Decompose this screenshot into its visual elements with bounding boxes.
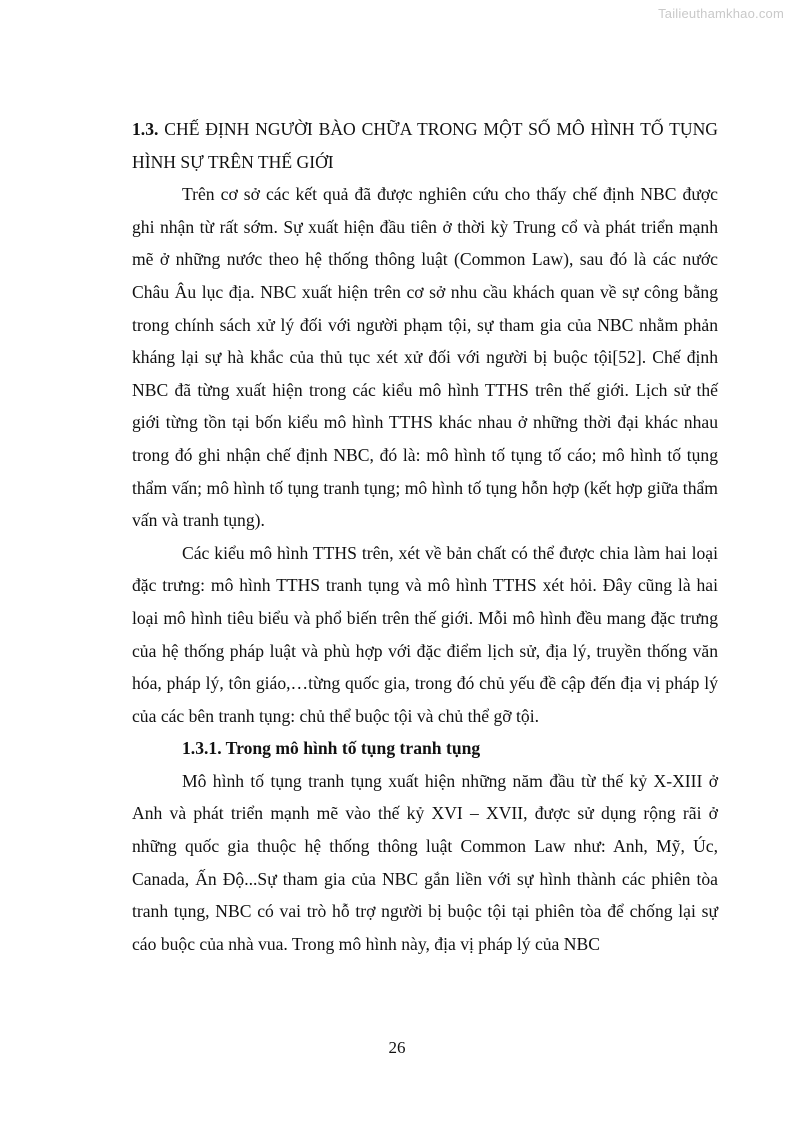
watermark: Tailieuthamkhao.com [658,6,784,21]
page-number: 26 [388,1038,406,1057]
section-number: 1.3. [132,119,159,139]
paragraph: Mô hình tố tụng tranh tụng xuất hiện những năm đầu từ thế kỷ X-XIII ở Anh và phát triển mạnh mẽ vào thế kỷ XVI – XVII, được sử dụng rộng rãi ở những quốc gia thuộc hệ thống thông luật Common Law như: Anh, Mỹ, Úc, Canada, Ấn Độ...Sự tham gia của NBC gắn liền với sự hình thành các phiên tòa tranh tụng, NBC có vai trò hỗ trợ người bị buộc tội tại phiên tòa để chống lại sự cáo buộc của nhà vua. Trong mô hình này, địa vị pháp lý của NBC [132,770,718,954]
page-content [132,113,718,960]
section-heading [132,113,718,178]
subsection-heading: 1.3.1. Trong mô hình tố tụng tranh tụng [182,738,481,759]
paragraph: Các kiểu mô hình TTHS trên, xét về bản chất có thể được chia làm hai loại đặc trưng: mô hình TTHS tranh tụng và mô hình TTHS xét hỏi. Đây cũng là hai loại mô hình tiêu biểu và phổ biến trên thế giới. Mỗi mô hình đều mang đặc trưng của hệ thống pháp luật và phù hợp với đặc điểm lịch sử, địa lý, truyền thống văn hóa, pháp lý, tôn giáo,…từng quốc gia, trong đó chủ yếu đề cập đến địa vị pháp lý của các bên tranh tụng: chủ thể buộc tội và chủ thể gỡ tội. [132,542,718,726]
section-title: CHẾ ĐỊNH NGƯỜI BÀO CHỮA TRONG MỘT SỐ MÔ HÌNH TỐ TỤNG HÌNH SỰ TRÊN THẾ GIỚI [132,119,718,172]
paragraph: Trên cơ sở các kết quả đã được nghiên cứu cho thấy chế định NBC được ghi nhận từ rất sớm. Sự xuất hiện đầu tiên ở thời kỳ Trung cổ và phát triển mạnh mẽ ở những nước theo hệ thống thông luật (Common Law), sau đó là các nước Châu Âu lục địa. NBC xuất hiện trên cơ sở nhu cầu khách quan về sự công bằng trong chính sách xử lý đối với người phạm tội, sự tham gia của NBC nhằm phản kháng lại sự hà khắc của thủ tục xét xử đối với người bị buộc tội[52]. Chế định NBC đã từng xuất hiện trong các kiểu mô hình TTHS trên thế giới. Lịch sử thế giới từng tồn tại bốn kiểu mô hình TTHS khác nhau ở những thời đại khác nhau trong đó ghi nhận chế định NBC, đó là: mô hình tố tụng tố cáo; mô hình tố tụng thẩm vấn; mô hình tố tụng tranh tụng; mô hình tố tụng hỗn hợp (kết hợp giữa thẩm vấn và tranh tụng). [132,184,718,531]
